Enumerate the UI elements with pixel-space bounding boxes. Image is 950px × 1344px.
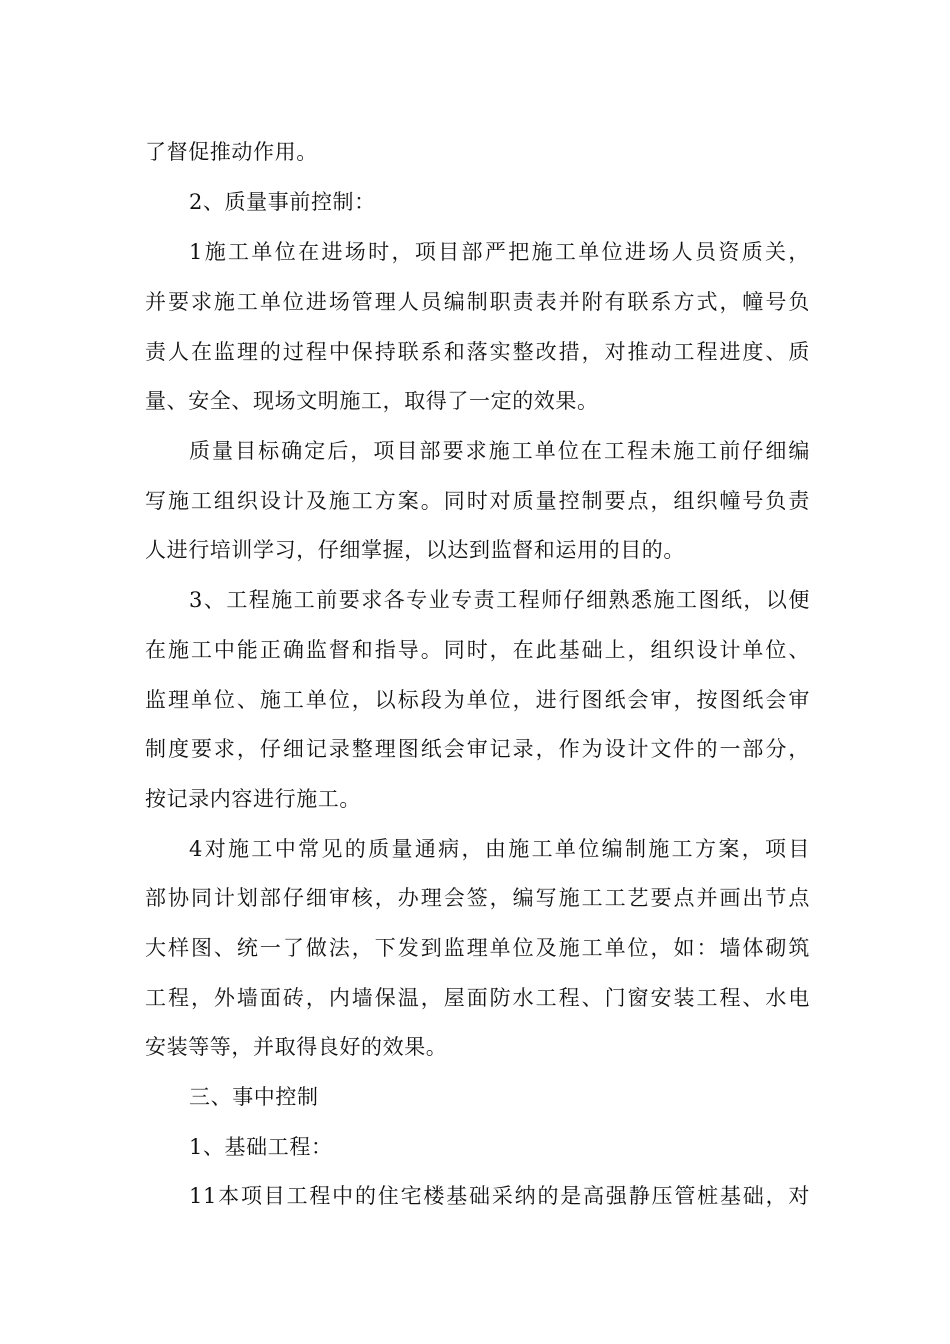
section-heading: 2、质量事前控制： <box>189 190 376 214</box>
paragraph-line: 按记录内容进行施工。 <box>145 787 361 811</box>
paragraph-line: 监理单位、施工单位，以标段为单位，进行图纸会审，按图纸会审 <box>145 688 810 712</box>
paragraph-line: 工程，外墙面砖，内墙保温，屋面防水工程、门窗安装工程、水电 <box>145 986 810 1010</box>
paragraph-line: 并要求施工单位进场管理人员编制职责表并附有联系方式，幢号负 <box>145 290 810 314</box>
paragraph-line: 责人在监理的过程中保持联系和落实整改措，对推动工程进度、质 <box>145 340 810 364</box>
paragraph-line: 4对施工中常见的质量通病，由施工单位编制施工方案，项目 <box>189 837 810 861</box>
section-heading: 三、事中控制 <box>189 1085 319 1109</box>
paragraph-line: 量、安全、现场文明施工，取得了一定的效果。 <box>145 389 599 413</box>
paragraph-line: 制度要求，仔细记录整理图纸会审记录，作为设计文件的一部分， <box>145 737 810 761</box>
paragraph-line: 写施工组织设计及施工方案。同时对质量控制要点，组织幢号负责 <box>145 489 810 513</box>
paragraph-line: 安装等等，并取得良好的效果。 <box>145 1035 448 1059</box>
paragraph-line: 了督促推动作用。 <box>145 140 318 164</box>
paragraph-line: 3、工程施工前要求各专业专责工程师仔细熟悉施工图纸，以便 <box>189 588 810 612</box>
section-heading: 1、基础工程： <box>189 1135 333 1159</box>
paragraph-line: 大样图、统一了做法，下发到监理单位及施工单位，如：墙体砌筑 <box>145 936 810 960</box>
paragraph-line: 人进行培训学习，仔细掌握，以达到监督和运用的目的。 <box>145 538 685 562</box>
paragraph-line: 部协同计划部仔细审核，办理会签，编写施工工艺要点并画出节点 <box>145 886 810 910</box>
paragraph-line: 质量目标确定后，项目部要求施工单位在工程未施工前仔细编 <box>189 439 810 463</box>
paragraph-line: 11本项目工程中的住宅楼基础采纳的是高强静压管桩基础，对 <box>189 1184 810 1208</box>
paragraph-line: 1施工单位在进场时，项目部严把施工单位进场人员资质关， <box>189 240 810 264</box>
paragraph-line: 在施工中能正确监督和指导。同时，在此基础上，组织设计单位、 <box>145 638 810 662</box>
